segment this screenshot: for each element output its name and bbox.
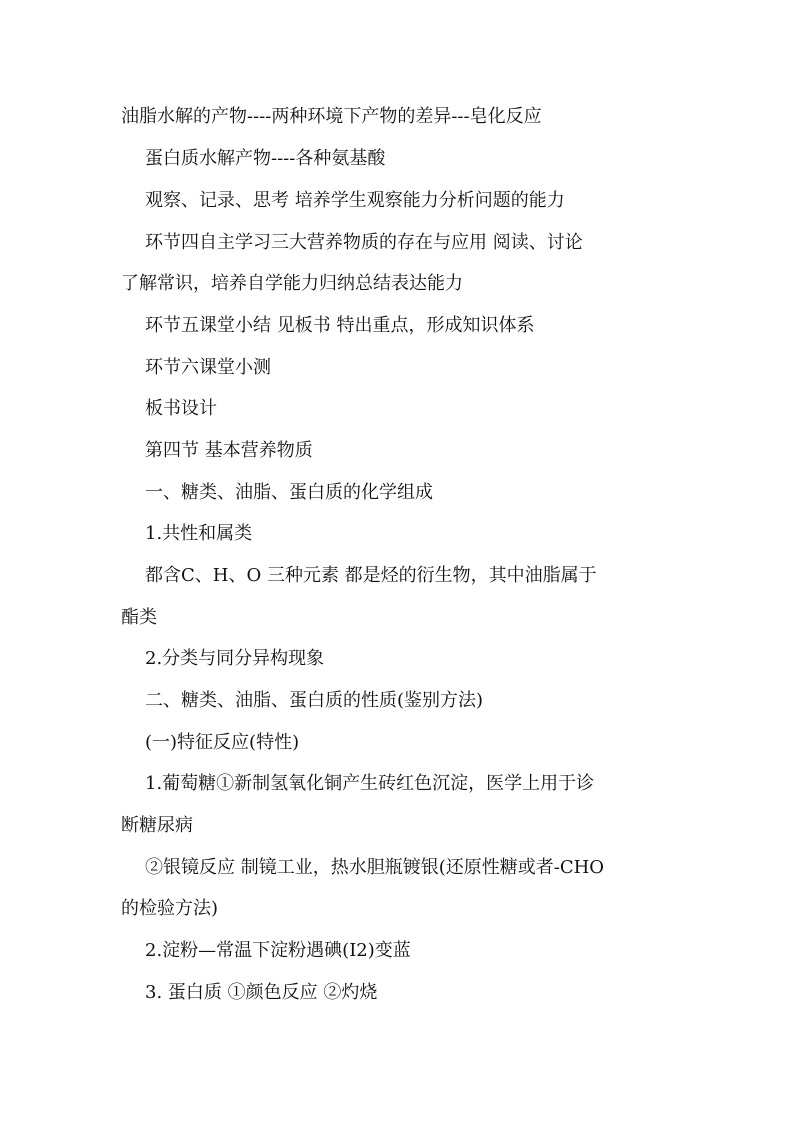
text-line: 都含C、H、O 三种元素 都是烃的衍生物，其中油脂属于 bbox=[145, 565, 597, 586]
text-line: (一)特征反应(特性) bbox=[145, 732, 300, 753]
text-line: 板书设计 bbox=[145, 398, 217, 419]
text-line: 的检验方法) bbox=[121, 898, 219, 919]
text-line: 一、糖类、油脂、蛋白质的化学组成 bbox=[145, 482, 433, 503]
text-line: 第四节 基本营养物质 bbox=[145, 440, 313, 461]
text-line: ②银镜反应 制镜工业，热水胆瓶镀银(还原性糖或者-CHO bbox=[145, 857, 605, 878]
text-line: 断糖尿病 bbox=[121, 815, 193, 836]
text-line: 环节四自主学习三大营养物质的存在与应用 阅读、讨论 bbox=[145, 232, 583, 253]
text-line: 3. 蛋白质 ①颜色反应 ②灼烧 bbox=[145, 982, 378, 1003]
text-line: 环节六课堂小测 bbox=[145, 357, 271, 378]
text-line: 环节五课堂小结 见板书 特出重点，形成知识体系 bbox=[145, 315, 535, 336]
text-line: 二、糖类、油脂、蛋白质的性质(鉴别方法) bbox=[145, 690, 484, 711]
text-line: 蛋白质水解产物----各种氨基酸 bbox=[145, 148, 386, 169]
text-line: 观察、记录、思考 培养学生观察能力分析问题的能力 bbox=[145, 190, 565, 211]
text-line: 油脂水解的产物----两种环境下产物的差异---皂化反应 bbox=[121, 106, 542, 127]
text-line: 1.共性和属类 bbox=[145, 523, 253, 544]
text-line: 了解常识，培养自学能力归纳总结表达能力 bbox=[121, 273, 463, 294]
text-line: 2.淀粉—常温下淀粉遇碘(I2)变蓝 bbox=[145, 940, 411, 961]
text-line: 2.分类与同分异构现象 bbox=[145, 648, 325, 669]
text-line: 1.葡萄糖①新制氢氧化铜产生砖红色沉淀，医学上用于诊 bbox=[145, 773, 595, 794]
text-line: 酯类 bbox=[121, 607, 157, 628]
